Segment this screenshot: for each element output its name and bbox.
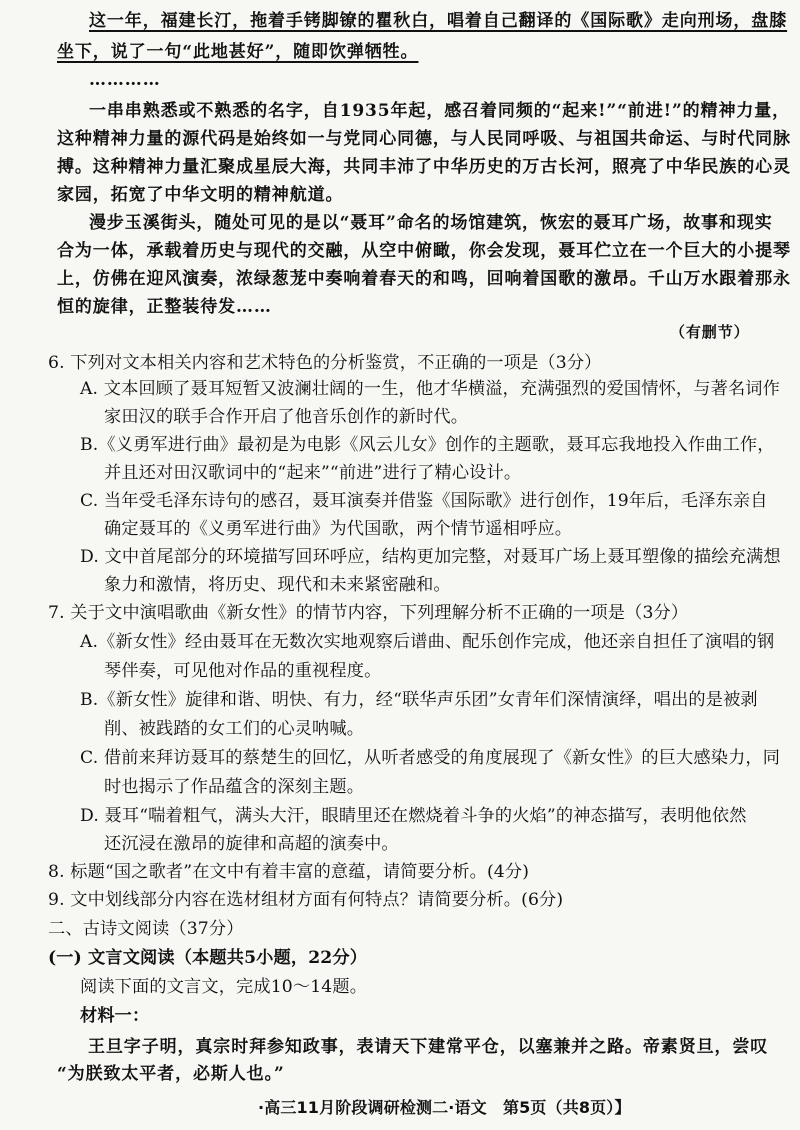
q6-option-a-line-2: 家田汉的联手合作开启了他音乐创作的新时代。 [104,407,469,427]
q7-option-c-line-1: C. 借前来拜访聂耳的蔡楚生的回忆，从听者感受的角度展现了《新女性》的巨大感染力，同 [80,748,781,768]
paragraph-1-line-3: 搏。这种精神力量汇聚成星辰大海，共同丰沛了中华历史的万古长河，照亮了中华民族的心灵 [57,157,791,177]
question-7-stem: 7. 关于文中演唱歌曲《新女性》的情节内容，下列理解分析不正确的一项是（3分） [48,603,689,623]
q6-option-c-line-2: 确定聂耳的《义勇军进行曲》为代国歌，两个情节遥相呼应。 [104,519,573,539]
q7-option-b-line-1: B.《新女性》旋律和谐、明快、有力，经“联华声乐团”女青年们深情演绎，唱出的是被剥 [80,690,758,710]
q7-option-d-line-2: 还沉浸在激昂的旋律和高超的演奏中。 [104,834,399,854]
material-1-line-2: “为朕致太平者，必斯人也。” [57,1064,285,1084]
paragraph-2-line-3: 上，仿佛在迎风演奏，浓绿葱茏中奏响着春天的和鸣，回响着国歌的激昂。千山万水跟着那永 [57,269,791,289]
q6-option-b-line-2: 并且还对田汉歌词中的“起来”“前进”进行了精心设计。 [104,463,522,483]
page-footer: ·高三11月阶段调研检测二·语文 第5页（共8页）】 [258,1098,631,1117]
question-8: 8. 标题“国之歌者”在文中有着丰富的意蕴，请简要分析。(4分) [48,862,530,882]
material-1-line-1: 王旦字子明，真宗时拜参知政事，表请天下建常平仓，以塞兼并之路。帝素贤旦，尝叹 [88,1037,769,1057]
question-6-stem: 6. 下列对文本相关内容和艺术特色的分析鉴赏，不正确的一项是（3分） [48,353,602,373]
q6-option-a-line-1: A. 文本回顾了聂耳短暂又波澜壮阔的一生，他才华横溢，充满强烈的爱国情怀，与著名词作 [80,379,780,399]
q7-option-c-line-2: 时也揭示了作品蕴含的深刻主题。 [104,777,365,797]
underlined-line-1: 这一年，福建长汀，拖着手铐脚镣的瞿秋白，唱着自己翻译的《国际歌》走向刑场，盘膝 [89,11,788,31]
deletion-note: （有删节） [670,323,750,341]
q7-option-d-line-1: D. 聂耳“喘着粗气，满头大汗，眼睛里还在燃烧着斗争的火焰”的神态描写，表明他依然 [80,806,747,826]
paragraph-2-line-4: 恒的旋律，正整装待发…… [57,297,272,317]
paragraph-1-line-2: 这种精神力量的源代码是始终如一与党同心同德，与人民同呼吸、与祖国共命运、与时代同脉 [57,129,791,149]
question-9: 9. 文中划线部分内容在选材组材方面有何特点？请简要分析。(6分) [48,890,564,910]
paragraph-1-line-4: 家园，拓宽了中华文明的精神航道。 [57,185,344,205]
underlined-line-2: 坐下，说了一句“此地甚好”，随即饮弹牺牲。 [57,42,419,62]
paragraph-2-line-1: 漫步玉溪街头，随处可见的是以“聂耳”命名的场馆建筑，恢宏的聂耳广场，故事和现实 [89,213,773,233]
q6-option-b-line-1: B.《义勇军进行曲》最初是为电影《风云儿女》创作的主题歌，聂耳忘我地投入作曲工作， [80,435,775,455]
ellipsis: ………… [89,70,161,90]
section-2-heading: 二、古诗文阅读（37分） [48,919,244,939]
q7-option-a-line-1: A.《新女性》经由聂耳在无数次实地观察后谱曲、配乐创作完成，他还亲自担任了演唱的钢 [80,632,775,652]
material-1-label: 材料一： [80,1006,150,1026]
paragraph-2-line-2: 合为一体，承载着历史与现代的交融，从空中俯瞰，你会发现，聂耳伫立在一个巨大的小提琴 [57,241,791,261]
q6-option-c-line-1: C. 当年受毛泽东诗句的感召，聂耳演奏并借鉴《国际歌》进行创作，19年后，毛泽东亲自 [80,491,768,511]
q6-option-d-line-2: 象力和激情，将历史、现代和未来紧密融和。 [104,575,451,595]
q7-option-a-line-2: 琴伴奏，可见他对作品的重视程度。 [104,661,382,681]
paragraph-1-line-1: 一串串熟悉或不熟悉的名字，自1935年起，感召着同频的“起来!”“前进!”的精神力量， [89,101,791,121]
q6-option-d-line-1: D. 文中首尾部分的环境描写回环呼应，结构更加完整，对聂耳广场上聂耳塑像的描绘充满想 [80,547,781,567]
reading-instruction: 阅读下面的文言文，完成10～14题。 [80,977,368,997]
q7-option-b-line-2: 削、被践踏的女工们的心灵呐喊。 [104,719,365,739]
classical-reading-heading: (一) 文言文阅读（本题共5小题，22分） [48,948,368,968]
